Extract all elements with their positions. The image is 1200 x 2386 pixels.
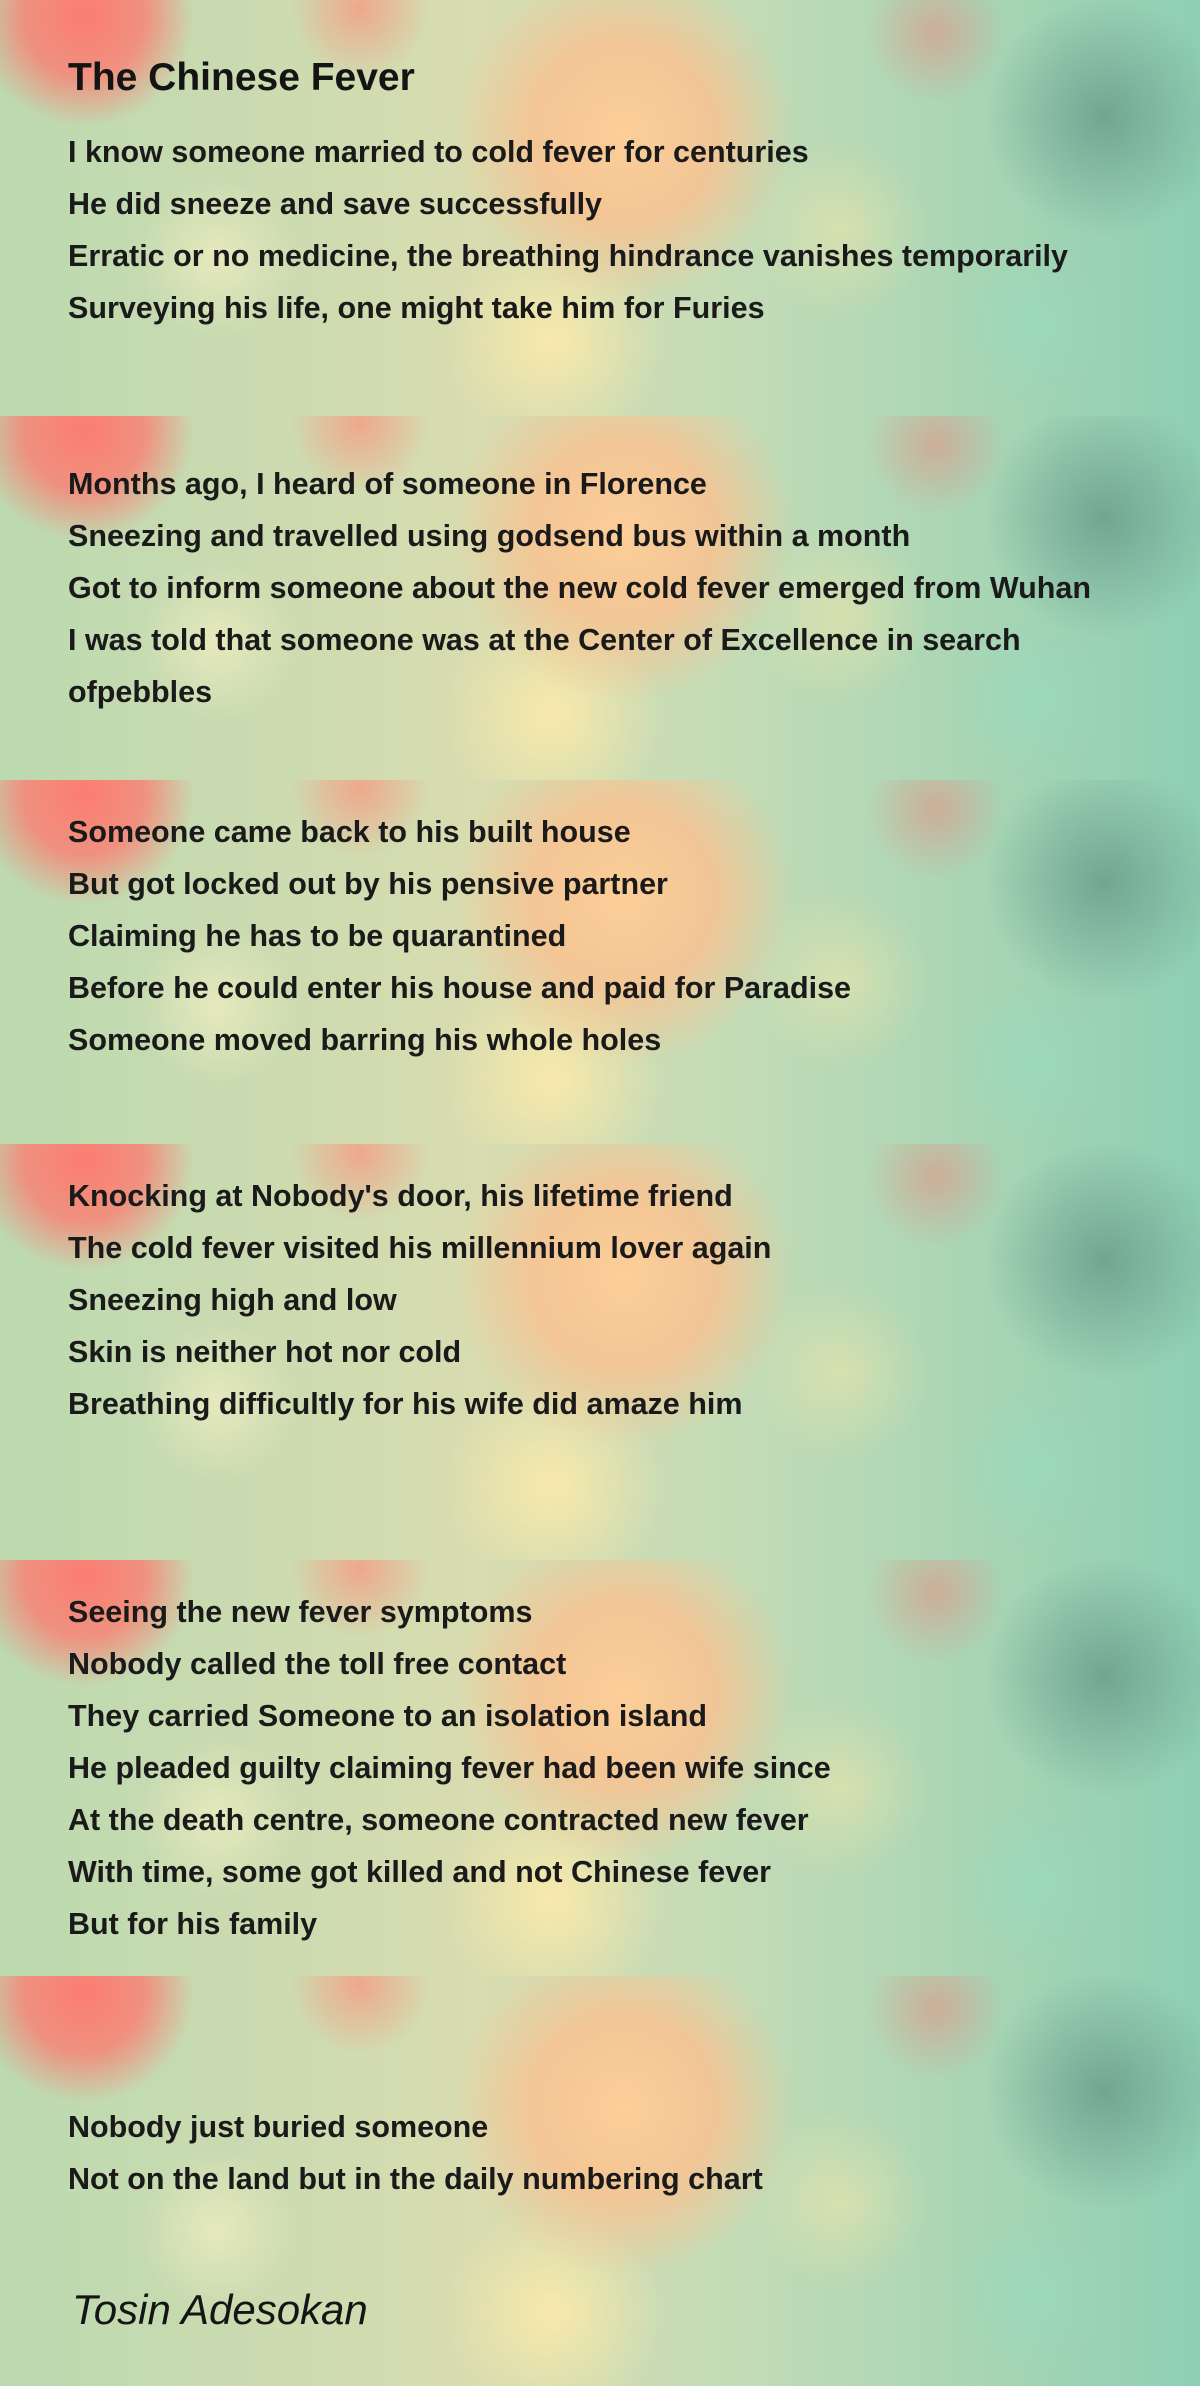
poem-line: Months ago, I heard of someone in Florence: [68, 467, 707, 501]
poem-line: Claiming he has to be quarantined: [68, 919, 567, 953]
poem-line: But for his family: [68, 1907, 318, 1941]
poem-line: Sneezing and travelled using godsend bus within a month: [68, 519, 911, 553]
poem-line: He pleaded guilty claiming fever had been wife since: [68, 1751, 831, 1785]
poem-line: Knocking at Nobody's door, his lifetime friend: [68, 1179, 733, 1213]
poem-line: Someone moved barring his whole holes: [68, 1023, 662, 1057]
poem-line: Not on the land but in the daily numbering chart: [68, 2162, 763, 2196]
poem-author: Tosin Adesokan: [72, 2286, 368, 2333]
poem-line: Erratic or no medicine, the breathing hindrance vanishes temporarily: [68, 239, 1068, 273]
poem-line: The cold fever visited his millennium lover again: [68, 1231, 772, 1265]
poem-line: At the death centre, someone contracted new fever: [68, 1803, 809, 1837]
poem-line: Breathing difficultly for his wife did amaze him: [68, 1387, 743, 1421]
poem-line: Seeing the new fever symptoms: [68, 1595, 533, 1629]
poem-line: Someone came back to his built house: [68, 815, 631, 849]
stanza-panel-4: [0, 1144, 1200, 1560]
stanza-panel-3: [0, 780, 1200, 1144]
poem-line: Surveying his life, one might take him for Furies: [68, 291, 765, 325]
stanza-panel-1: [0, 0, 1200, 416]
stanza-panel-2: [0, 416, 1200, 780]
poem-line: With time, some got killed and not Chinese fever: [68, 1855, 772, 1889]
poem-line: Before he could enter his house and paid for Paradise: [68, 971, 852, 1005]
poem-line: Got to inform someone about the new cold fever emerged from Wuhan: [68, 571, 1091, 605]
poem-title: The Chinese Fever: [68, 56, 415, 99]
poem-line: Skin is neither hot nor cold: [68, 1335, 462, 1369]
stanza-panel-5: [0, 1560, 1200, 1976]
poem-line: But got locked out by his pensive partner: [68, 867, 668, 901]
poem-line: Sneezing high and low: [68, 1283, 397, 1317]
poem-line: I know someone married to cold fever for centuries: [68, 135, 809, 169]
poem-line: Nobody called the toll free contact: [68, 1647, 567, 1681]
poem-line: Nobody just buried someone: [68, 2110, 489, 2144]
poem-line: I was told that someone was at the Center of Excellence in search ofpebbles: [68, 623, 1021, 709]
poem-line: He did sneeze and save successfully: [68, 187, 603, 221]
poem-line: They carried Someone to an isolation island: [68, 1699, 707, 1733]
